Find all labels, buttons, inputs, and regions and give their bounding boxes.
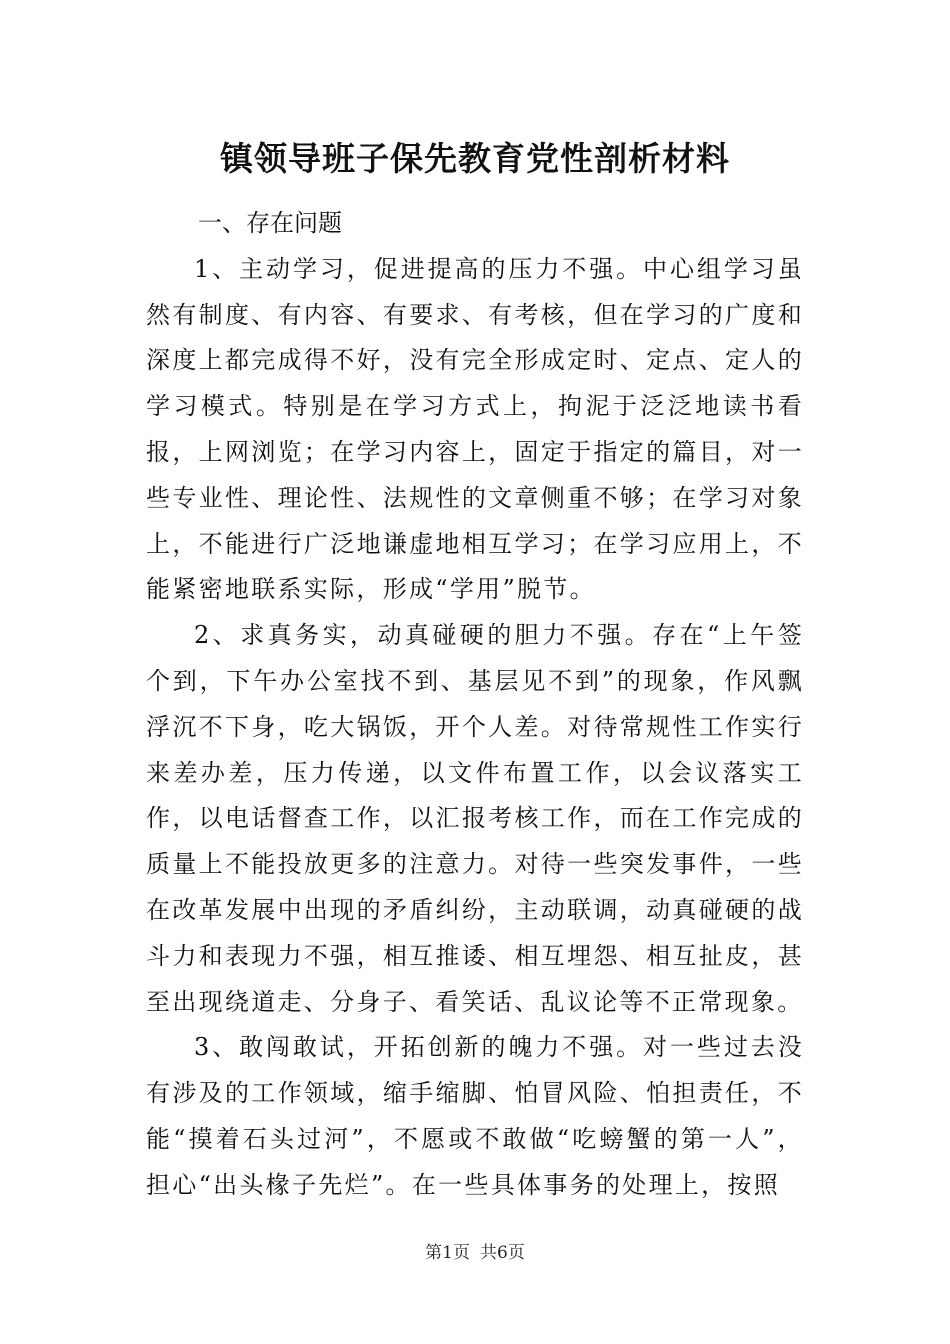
- paragraph-1: 1、主动学习，促进提高的压力不强。中心组学习虽然有制度、有内容、有要求、有考核，但在学习的广度和深度上都完成得不好，没有完全形成定时、定点、定人的学习模式。特别是在学习方式上，拘泥于泛泛地读书看报，上网浏览；在学习内容上，固定于指定的篇目，对一些专业性、理论性、法规性的文章侧重不够；在学习对象上，不能进行广泛地谦虚地相互学习；在学习应用上，不能紧密地联系实际，形成“学用”脱节。: [146, 254, 804, 604]
- page-total: 共6页: [480, 1243, 525, 1263]
- paragraph-2: 2、求真务实，动真碰硬的胆力不强。存在“上午签个到，下午办公室找不到、基层见不到”的现象，作风飘浮沉不下身，吃大锅饭，开个人差。对待常规性工作实行来差办差，压力传递，以文件布置工作，以会议落实工作，以电话督查工作，以汇报考核工作，而在工作完成的质量上不能投放更多的注意力。对待一些突发事件，一些在改革发展中出现的矛盾纠纷，主动联调，动真碰硬的战斗力和表现力不强，相互推诿、相互埋怨、相互扯皮，甚至出现绕道走、分身子、看笑话、乱议论等不正常现象。: [146, 621, 804, 1016]
- paragraph-3: 3、敢闯敢试，开拓创新的魄力不强。对一些过去没有涉及的工作领域，缩手缩脚、怕冒风险、怕担责任，不能“摸着石头过河”，不愿或不敢做“吃螃蟹的第一人”，担心“出头椽子先烂”。在一些具体事务的处理上，按照: [146, 1033, 804, 1199]
- page-footer: [0, 1241, 950, 1265]
- document-body: [146, 201, 804, 1209]
- document-title: 镇领导班子保先教育党性剖析材料: [220, 139, 730, 178]
- page-number: 第1页: [425, 1243, 470, 1263]
- section-heading: 一、存在问题: [198, 209, 342, 237]
